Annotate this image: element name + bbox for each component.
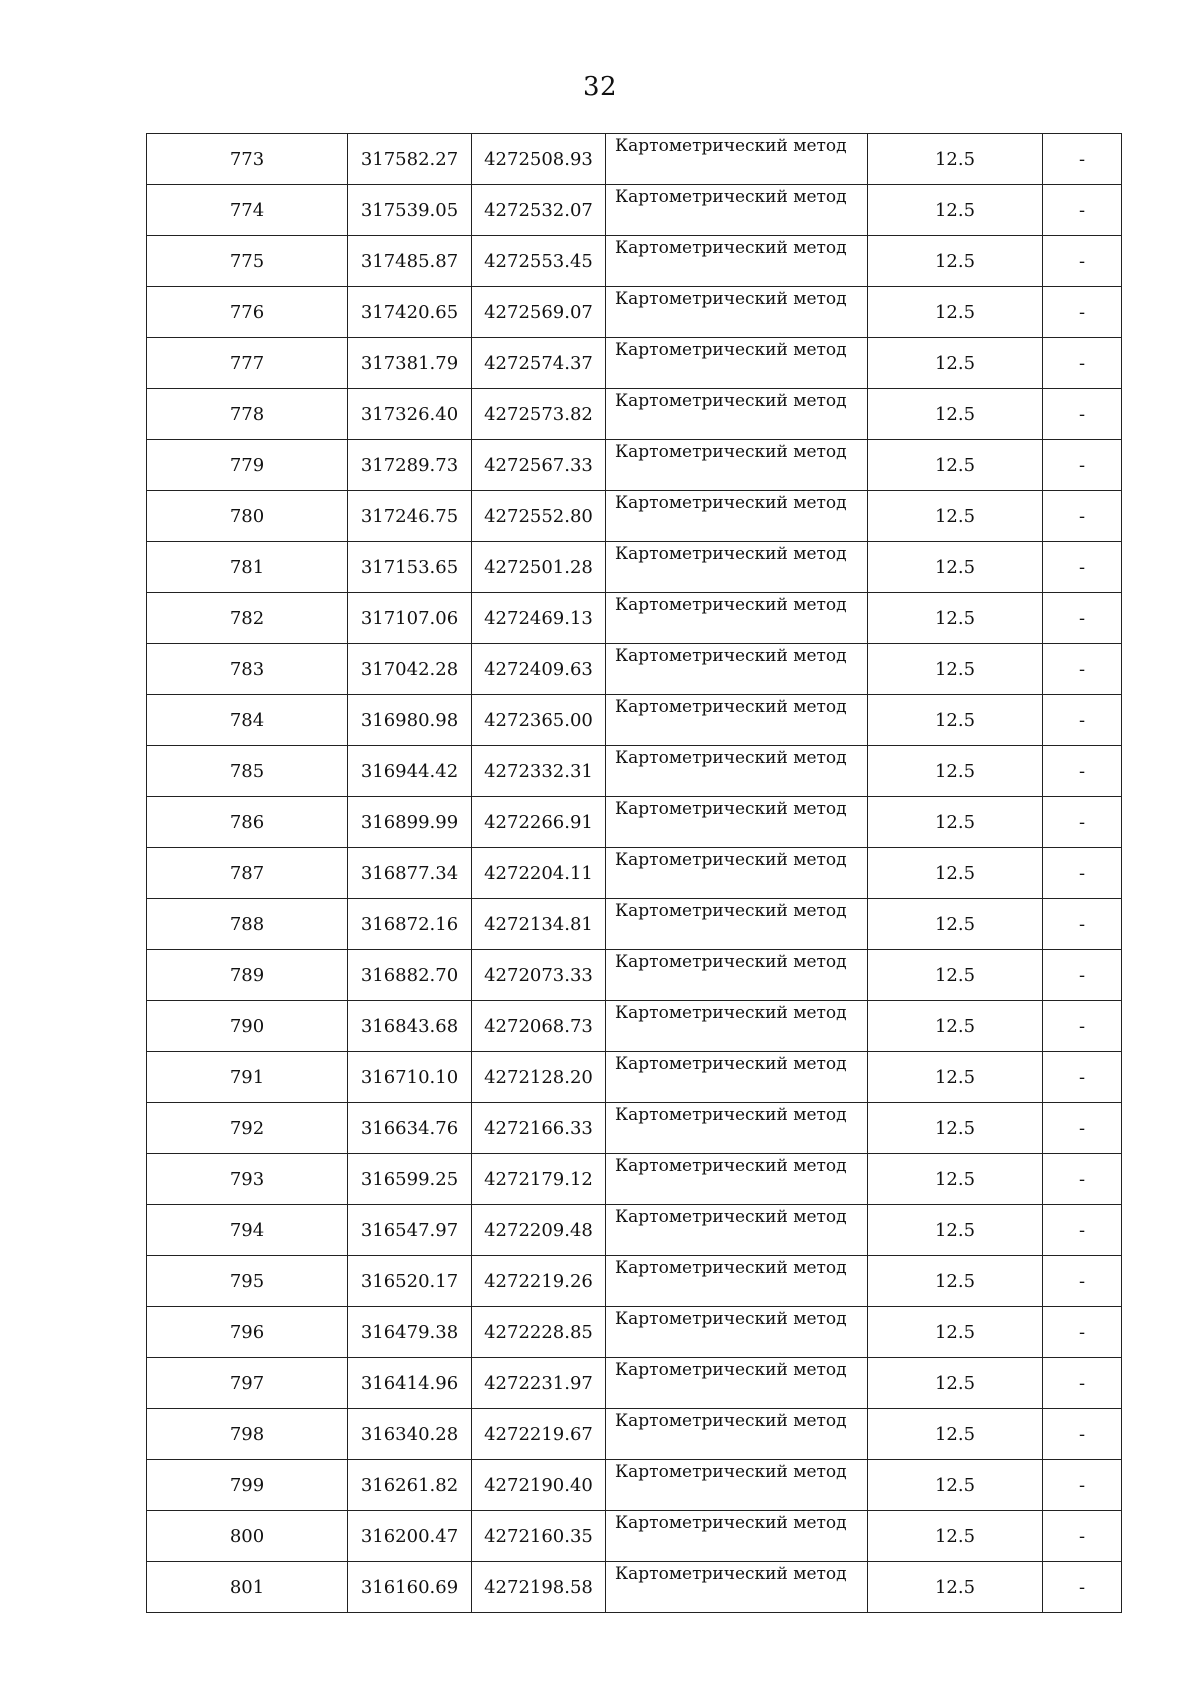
x-coordinate-cell: 317042.28 — [348, 644, 472, 695]
method-cell: Картометрический метод — [606, 848, 868, 899]
note-cell: - — [1043, 1358, 1122, 1409]
x-coordinate-cell: 316877.34 — [348, 848, 472, 899]
note-cell: - — [1043, 848, 1122, 899]
point-number-cell: 783 — [147, 644, 348, 695]
point-number-cell: 776 — [147, 287, 348, 338]
table-row — [147, 1307, 1122, 1358]
point-number-cell: 777 — [147, 338, 348, 389]
x-coordinate-cell: 316980.98 — [348, 695, 472, 746]
point-number-cell: 775 — [147, 236, 348, 287]
method-cell: Картометрический метод — [606, 236, 868, 287]
accuracy-cell: 12.5 — [868, 338, 1043, 389]
point-number-cell: 791 — [147, 1052, 348, 1103]
note-cell: - — [1043, 185, 1122, 236]
y-coordinate-cell: 4272134.81 — [472, 899, 606, 950]
table-row — [147, 1205, 1122, 1256]
method-cell: Картометрический метод — [606, 1511, 868, 1562]
note-cell: - — [1043, 950, 1122, 1001]
y-coordinate-cell: 4272073.33 — [472, 950, 606, 1001]
accuracy-cell: 12.5 — [868, 236, 1043, 287]
table-row — [147, 1511, 1122, 1562]
point-number-cell: 784 — [147, 695, 348, 746]
table-row — [147, 1103, 1122, 1154]
accuracy-cell: 12.5 — [868, 1103, 1043, 1154]
x-coordinate-cell: 316414.96 — [348, 1358, 472, 1409]
table-row — [147, 695, 1122, 746]
method-cell: Картометрический метод — [606, 797, 868, 848]
x-coordinate-cell: 316634.76 — [348, 1103, 472, 1154]
x-coordinate-cell: 316872.16 — [348, 899, 472, 950]
accuracy-cell: 12.5 — [868, 746, 1043, 797]
y-coordinate-cell: 4272128.20 — [472, 1052, 606, 1103]
note-cell: - — [1043, 1052, 1122, 1103]
table-row — [147, 542, 1122, 593]
note-cell: - — [1043, 746, 1122, 797]
y-coordinate-cell: 4272209.48 — [472, 1205, 606, 1256]
y-coordinate-cell: 4272219.67 — [472, 1409, 606, 1460]
method-cell: Картометрический метод — [606, 389, 868, 440]
x-coordinate-cell: 316200.47 — [348, 1511, 472, 1562]
accuracy-cell: 12.5 — [868, 1256, 1043, 1307]
point-number-cell: 778 — [147, 389, 348, 440]
point-number-cell: 787 — [147, 848, 348, 899]
y-coordinate-cell: 4272365.00 — [472, 695, 606, 746]
x-coordinate-cell: 316882.70 — [348, 950, 472, 1001]
y-coordinate-cell: 4272160.35 — [472, 1511, 606, 1562]
x-coordinate-cell: 316479.38 — [348, 1307, 472, 1358]
method-cell: Картометрический метод — [606, 542, 868, 593]
accuracy-cell: 12.5 — [868, 593, 1043, 644]
note-cell: - — [1043, 542, 1122, 593]
x-coordinate-cell: 316547.97 — [348, 1205, 472, 1256]
table-row — [147, 134, 1122, 185]
table-row — [147, 1409, 1122, 1460]
accuracy-cell: 12.5 — [868, 1052, 1043, 1103]
note-cell: - — [1043, 1256, 1122, 1307]
accuracy-cell: 12.5 — [868, 695, 1043, 746]
point-number-cell: 790 — [147, 1001, 348, 1052]
y-coordinate-cell: 4272409.63 — [472, 644, 606, 695]
point-number-cell: 785 — [147, 746, 348, 797]
point-number-cell: 773 — [147, 134, 348, 185]
method-cell: Картометрический метод — [606, 746, 868, 797]
method-cell: Картометрический метод — [606, 695, 868, 746]
point-number-cell: 795 — [147, 1256, 348, 1307]
accuracy-cell: 12.5 — [868, 440, 1043, 491]
method-cell: Картометрический метод — [606, 1562, 868, 1613]
y-coordinate-cell: 4272332.31 — [472, 746, 606, 797]
table-row — [147, 1001, 1122, 1052]
note-cell: - — [1043, 1001, 1122, 1052]
point-number-cell: 788 — [147, 899, 348, 950]
method-cell: Картометрический метод — [606, 1001, 868, 1052]
method-cell: Картометрический метод — [606, 1307, 868, 1358]
accuracy-cell: 12.5 — [868, 491, 1043, 542]
point-number-cell: 779 — [147, 440, 348, 491]
y-coordinate-cell: 4272553.45 — [472, 236, 606, 287]
y-coordinate-cell: 4272567.33 — [472, 440, 606, 491]
table-row — [147, 1052, 1122, 1103]
point-number-cell: 794 — [147, 1205, 348, 1256]
point-number-cell: 774 — [147, 185, 348, 236]
x-coordinate-cell: 317246.75 — [348, 491, 472, 542]
table-row — [147, 899, 1122, 950]
accuracy-cell: 12.5 — [868, 950, 1043, 1001]
table-row — [147, 440, 1122, 491]
y-coordinate-cell: 4272508.93 — [472, 134, 606, 185]
note-cell: - — [1043, 899, 1122, 950]
method-cell: Картометрический метод — [606, 440, 868, 491]
method-cell: Картометрический метод — [606, 593, 868, 644]
y-coordinate-cell: 4272228.85 — [472, 1307, 606, 1358]
table-row — [147, 1256, 1122, 1307]
accuracy-cell: 12.5 — [868, 1307, 1043, 1358]
point-number-cell: 789 — [147, 950, 348, 1001]
note-cell: - — [1043, 1460, 1122, 1511]
point-number-cell: 796 — [147, 1307, 348, 1358]
y-coordinate-cell: 4272204.11 — [472, 848, 606, 899]
point-number-cell: 798 — [147, 1409, 348, 1460]
note-cell: - — [1043, 134, 1122, 185]
y-coordinate-cell: 4272501.28 — [472, 542, 606, 593]
point-number-cell: 780 — [147, 491, 348, 542]
accuracy-cell: 12.5 — [868, 389, 1043, 440]
method-cell: Картометрический метод — [606, 1205, 868, 1256]
note-cell: - — [1043, 1103, 1122, 1154]
method-cell: Картометрический метод — [606, 134, 868, 185]
method-cell: Картометрический метод — [606, 644, 868, 695]
x-coordinate-cell: 316520.17 — [348, 1256, 472, 1307]
note-cell: - — [1043, 440, 1122, 491]
x-coordinate-cell: 317326.40 — [348, 389, 472, 440]
accuracy-cell: 12.5 — [868, 644, 1043, 695]
table-row — [147, 746, 1122, 797]
accuracy-cell: 12.5 — [868, 848, 1043, 899]
method-cell: Картометрический метод — [606, 1409, 868, 1460]
y-coordinate-cell: 4272532.07 — [472, 185, 606, 236]
note-cell: - — [1043, 1205, 1122, 1256]
x-coordinate-cell: 317289.73 — [348, 440, 472, 491]
point-number-cell: 781 — [147, 542, 348, 593]
accuracy-cell: 12.5 — [868, 1001, 1043, 1052]
note-cell: - — [1043, 797, 1122, 848]
table-row — [147, 644, 1122, 695]
note-cell: - — [1043, 1154, 1122, 1205]
point-number-cell: 799 — [147, 1460, 348, 1511]
table-row — [147, 287, 1122, 338]
method-cell: Картометрический метод — [606, 1103, 868, 1154]
y-coordinate-cell: 4272198.58 — [472, 1562, 606, 1613]
x-coordinate-cell: 316899.99 — [348, 797, 472, 848]
point-number-cell: 782 — [147, 593, 348, 644]
point-number-cell: 793 — [147, 1154, 348, 1205]
point-number-cell: 797 — [147, 1358, 348, 1409]
coordinates-table — [146, 133, 1122, 1613]
table-row — [147, 797, 1122, 848]
accuracy-cell: 12.5 — [868, 1205, 1043, 1256]
x-coordinate-cell: 316160.69 — [348, 1562, 472, 1613]
point-number-cell: 792 — [147, 1103, 348, 1154]
point-number-cell: 801 — [147, 1562, 348, 1613]
method-cell: Картометрический метод — [606, 899, 868, 950]
point-number-cell: 800 — [147, 1511, 348, 1562]
note-cell: - — [1043, 236, 1122, 287]
table-row — [147, 848, 1122, 899]
method-cell: Картометрический метод — [606, 1460, 868, 1511]
note-cell: - — [1043, 338, 1122, 389]
accuracy-cell: 12.5 — [868, 1358, 1043, 1409]
note-cell: - — [1043, 287, 1122, 338]
note-cell: - — [1043, 695, 1122, 746]
x-coordinate-cell: 316710.10 — [348, 1052, 472, 1103]
method-cell: Картометрический метод — [606, 1358, 868, 1409]
x-coordinate-cell: 316944.42 — [348, 746, 472, 797]
y-coordinate-cell: 4272574.37 — [472, 338, 606, 389]
x-coordinate-cell: 317420.65 — [348, 287, 472, 338]
y-coordinate-cell: 4272179.12 — [472, 1154, 606, 1205]
accuracy-cell: 12.5 — [868, 1511, 1043, 1562]
table-row — [147, 950, 1122, 1001]
x-coordinate-cell: 317485.87 — [348, 236, 472, 287]
method-cell: Картометрический метод — [606, 338, 868, 389]
x-coordinate-cell: 317539.05 — [348, 185, 472, 236]
accuracy-cell: 12.5 — [868, 1409, 1043, 1460]
x-coordinate-cell: 316261.82 — [348, 1460, 472, 1511]
y-coordinate-cell: 4272231.97 — [472, 1358, 606, 1409]
method-cell: Картометрический метод — [606, 287, 868, 338]
accuracy-cell: 12.5 — [868, 134, 1043, 185]
method-cell: Картометрический метод — [606, 491, 868, 542]
x-coordinate-cell: 316843.68 — [348, 1001, 472, 1052]
note-cell: - — [1043, 644, 1122, 695]
accuracy-cell: 12.5 — [868, 185, 1043, 236]
note-cell: - — [1043, 1511, 1122, 1562]
table-row — [147, 236, 1122, 287]
y-coordinate-cell: 4272569.07 — [472, 287, 606, 338]
note-cell: - — [1043, 1562, 1122, 1613]
note-cell: - — [1043, 389, 1122, 440]
y-coordinate-cell: 4272219.26 — [472, 1256, 606, 1307]
table-row — [147, 491, 1122, 542]
note-cell: - — [1043, 593, 1122, 644]
accuracy-cell: 12.5 — [868, 1460, 1043, 1511]
x-coordinate-cell: 317153.65 — [348, 542, 472, 593]
x-coordinate-cell: 317381.79 — [348, 338, 472, 389]
y-coordinate-cell: 4272190.40 — [472, 1460, 606, 1511]
y-coordinate-cell: 4272552.80 — [472, 491, 606, 542]
table-row — [147, 389, 1122, 440]
y-coordinate-cell: 4272469.13 — [472, 593, 606, 644]
method-cell: Картометрический метод — [606, 950, 868, 1001]
y-coordinate-cell: 4272068.73 — [472, 1001, 606, 1052]
accuracy-cell: 12.5 — [868, 287, 1043, 338]
table-row — [147, 1358, 1122, 1409]
x-coordinate-cell: 317582.27 — [348, 134, 472, 185]
note-cell: - — [1043, 1307, 1122, 1358]
table-row — [147, 338, 1122, 389]
accuracy-cell: 12.5 — [868, 1562, 1043, 1613]
accuracy-cell: 12.5 — [868, 1154, 1043, 1205]
x-coordinate-cell: 316599.25 — [348, 1154, 472, 1205]
coordinates-table-body — [147, 134, 1122, 1613]
method-cell: Картометрический метод — [606, 1052, 868, 1103]
method-cell: Картометрический метод — [606, 1256, 868, 1307]
accuracy-cell: 12.5 — [868, 542, 1043, 593]
table-row — [147, 1460, 1122, 1511]
note-cell: - — [1043, 491, 1122, 542]
point-number-cell: 786 — [147, 797, 348, 848]
method-cell: Картометрический метод — [606, 185, 868, 236]
table-row — [147, 1154, 1122, 1205]
y-coordinate-cell: 4272573.82 — [472, 389, 606, 440]
note-cell: - — [1043, 1409, 1122, 1460]
accuracy-cell: 12.5 — [868, 899, 1043, 950]
x-coordinate-cell: 316340.28 — [348, 1409, 472, 1460]
table-row — [147, 593, 1122, 644]
accuracy-cell: 12.5 — [868, 797, 1043, 848]
page-number: 32 — [582, 72, 618, 102]
x-coordinate-cell: 317107.06 — [348, 593, 472, 644]
table-row — [147, 1562, 1122, 1613]
y-coordinate-cell: 4272166.33 — [472, 1103, 606, 1154]
y-coordinate-cell: 4272266.91 — [472, 797, 606, 848]
table-row — [147, 185, 1122, 236]
method-cell: Картометрический метод — [606, 1154, 868, 1205]
